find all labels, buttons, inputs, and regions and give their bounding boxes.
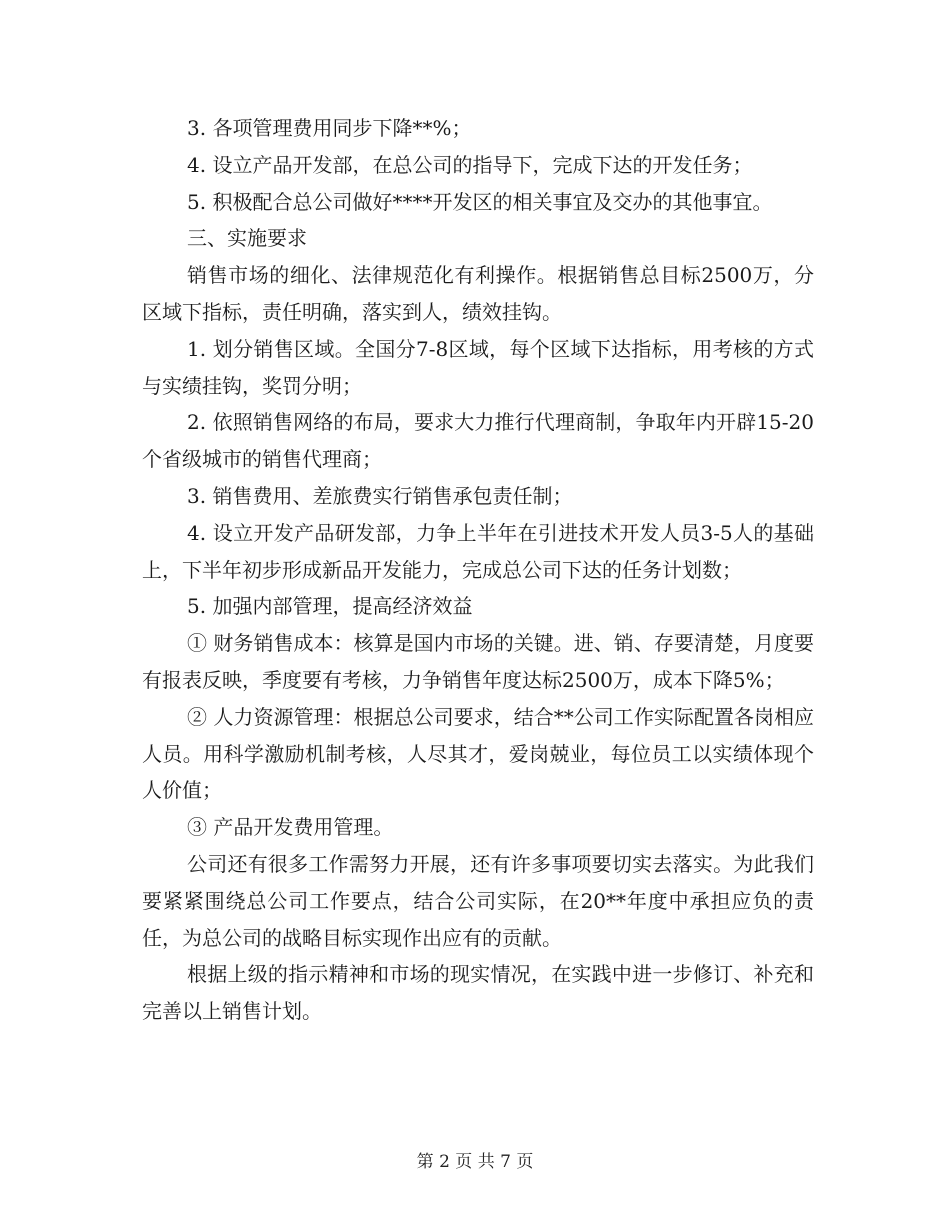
document-body [142, 110, 814, 1030]
paragraph-15: 根据上级的指示精神和市场的现实情况，在实践中进一步修订、补充和完善以上销售计划。 [142, 962, 814, 1024]
paragraph-6: 1. 划分销售区域。全国分7-8区域，每个区域下达指标，用考核的方式与实绩挂钩，奖罚分明； [142, 336, 814, 398]
section-heading: 三、实施要求 [187, 226, 307, 251]
paragraph-3: 5. 积极配合总公司做好****开发区的相关事宜及交办的其他事宜。 [187, 189, 773, 214]
paragraph-8: 3. 销售费用、差旅费实行销售承包责任制； [187, 483, 573, 508]
paragraph-10: 5. 加强内部管理，提高经济效益 [187, 594, 473, 619]
paragraph-9: 4. 设立开发产品研发部，力争上半年在引进技术开发人员3-5人的基础上，下半年初步形成新品开发能力，完成总公司下达的任务计划数； [142, 520, 814, 582]
paragraph-2: 4. 设立产品开发部，在总公司的指导下，完成下达的开发任务； [187, 152, 753, 177]
paragraph-14: 公司还有很多工作需努力开展，还有许多事项要切实去落实。为此我们要紧紧围绕总公司工作要点，结合公司实际，在20**年度中承担应负的责任，为总公司的战略目标实现作出应有的贡献。 [142, 851, 814, 950]
paragraph-11: ① 财务销售成本：核算是国内市场的关键。进、销、存要清楚，月度要有报表反映，季度要有考核，力争销售年度达标2500万，成本下降5%； [142, 631, 814, 692]
paragraph-12: ② 人力资源管理：根据总公司要求，结合**公司工作实际配置各岗相应人员。用科学激励机制考核，人尽其才，爱岗兢业，每位员工以实绩体现个人价值； [142, 704, 814, 803]
paragraph-13: ③ 产品开发费用管理。 [187, 815, 394, 840]
paragraph-5: 销售市场的细化、法律规范化有利操作。根据销售总目标2500万，分区域下指标，责任明确，落实到人，绩效挂钩。 [142, 263, 814, 324]
paragraph-1: 3. 各项管理费用同步下降**%； [187, 116, 472, 140]
paragraph-7: 2. 依照销售网络的布局，要求大力推行代理商制，争取年内开辟15-20个省级城市的销售代理商； [142, 410, 814, 472]
page-number-footer: 第 2 页 共 7 页 [416, 1152, 534, 1172]
